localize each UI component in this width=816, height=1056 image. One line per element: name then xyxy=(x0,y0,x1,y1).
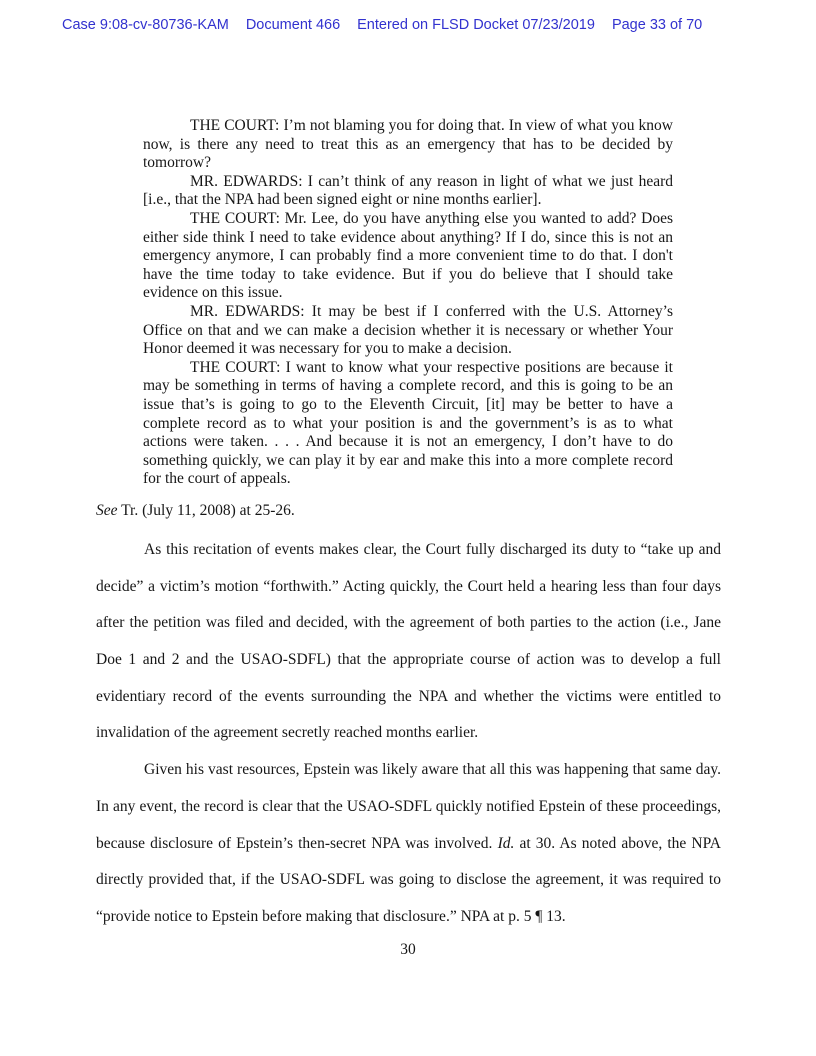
citation-see-signal: See xyxy=(96,501,118,519)
body-paragraph-1: As this recitation of events makes clear, the Court fully discharged its duty to “take up and decide” a victim’s motion “forthwith.” Acting quickly, the Court held a hearing less than four days after the petition was filed and decided, with the agreement of both parties to the action (i.e., Jane Doe 1 and 2 and the USAO-SDFL) that the appropriate course of action was to develop a full evidentiary record of the events surrounding the NPA and whether the victims were entitled to invalidation of the agreement secretly reached months earlier. xyxy=(96,540,721,742)
quote-paragraph-edwards-2: MR. EDWARDS: It may be best if I conferred with the U.S. Attorney’s Office on that and we can make a decision whether it is necessary or whether Your Honor deemed it was necessary for you to make a decision. xyxy=(143,302,673,358)
body-paragraph-2-text-cont: at 30. As noted above, the NPA directly provided that, if the USAO-SDFL was going to disclose the agreement, it was required to “provide notice to Epstein before making that disclosure.” NPA at p. 5 ¶ 13. xyxy=(96,834,721,925)
citation-reference: Tr. (July 11, 2008) at 25-26. xyxy=(117,501,295,519)
header-case-number: Case 9:08-cv-80736-KAM xyxy=(62,17,229,33)
document-body xyxy=(96,117,721,936)
body-paragraph-2 xyxy=(96,752,721,936)
body-paragraph-2-text: Given his vast resources, Epstein was likely aware that all this was happening that same day. In any event, the record is clear that the USAO-SDFL quickly notified Epstein of these proceedings, because disclosure of Epstein’s then-secret NPA was involved. xyxy=(96,761,721,852)
header-docket-entry: Entered on FLSD Docket 07/23/2019 xyxy=(357,17,595,33)
header-document-number: Document 466 xyxy=(245,17,341,33)
quote-paragraph-court-3: THE COURT: I want to know what your respective positions are because it may be something in terms of having a complete record, and this is going to be an issue that’s is going to go to the Eleventh Circuit, [it] may be better to have a complete record as to what your position is and the government’s is as to what actions were taken. . . . And because it is not an emergency, I don’t have to do something quickly, we can play it by ear and make this into a more complete record for the court of appeals. xyxy=(143,358,673,488)
quote-paragraph-court-1: THE COURT: I’m not blaming you for doing that. In view of what you know now, is there any need to treat this as an emergency that has to be decided by tomorrow? xyxy=(143,117,673,172)
ecf-stamp-header xyxy=(62,17,762,33)
citation-line xyxy=(96,502,721,520)
page-number: 30 xyxy=(400,941,416,958)
transcript-block-quote xyxy=(143,117,673,489)
quote-paragraph-edwards-1: MR. EDWARDS: I can’t think of any reason in light of what we just heard [i.e., that the NPA had been signed eight or nine months earlier]. xyxy=(143,172,673,209)
header-page-count: Page 33 of 70 xyxy=(611,17,703,33)
id-citation: Id. xyxy=(497,834,515,852)
quote-paragraph-court-2: THE COURT: Mr. Lee, do you have anything else you wanted to add? Does either side think I need to take evidence about anything? If I do, since this is not an emergency anymore, I can probably find a more convenient time to do that. I don't have the time today to take evidence. But if you do believe that I should take evidence on this issue. xyxy=(143,209,673,302)
